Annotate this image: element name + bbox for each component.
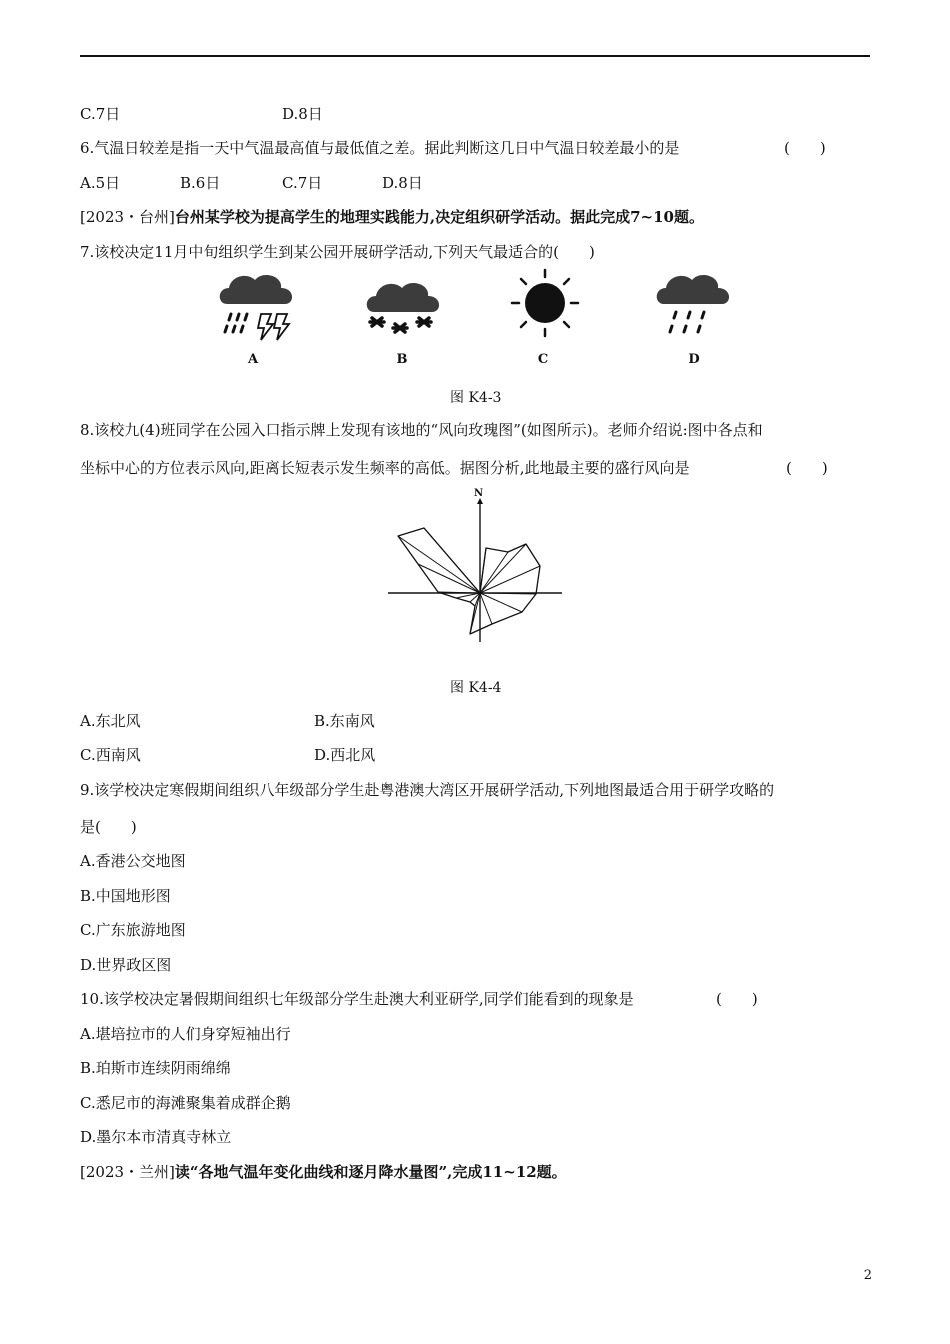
wind-rose-diagram <box>380 484 570 644</box>
thunderstorm-icon <box>215 270 300 345</box>
source-tag: [2023・台州] <box>80 208 175 226</box>
q8-option-d: D.西北风 <box>314 746 376 764</box>
rain-icon <box>652 268 732 343</box>
section-intro-taizhou <box>80 207 704 227</box>
q5-option-c: C.7日 <box>80 105 121 123</box>
source-tag: [2023・兰州] <box>80 1163 175 1181</box>
q10-answer-paren: ( ) <box>716 990 758 1008</box>
q6-answer-paren: ( ) <box>784 139 826 157</box>
q8-stem-line2: 坐标中心的方位表示风向,距离长短表示发生频率的高低。据图分析,此地最主要的盛行风向是 <box>80 459 690 477</box>
section-intro-lanzhou <box>80 1162 567 1182</box>
q10-option-d: D.墨尔本市清真寺林立 <box>80 1128 232 1146</box>
q9-option-a: A.香港公交地图 <box>80 852 186 870</box>
q8-option-a: A.东北风 <box>80 712 141 730</box>
q6-option-d: D.8日 <box>382 174 423 192</box>
q9-stem-line1: 9.该学校决定寒假期间组织八年级部分学生赴粤港澳大湾区开展研学活动,下列地图最适合用于研学攻略的 <box>80 781 775 799</box>
intro-text: 读“各地气温年变化曲线和逐月降水量图”,完成11~12题。 <box>174 1163 567 1181</box>
page-number: 2 <box>863 1268 872 1283</box>
header-rule <box>80 55 870 57</box>
figure-caption-k4-4: 图 K4-4 <box>450 680 502 696</box>
q10-stem: 10.该学校决定暑假期间组织七年级部分学生赴澳大利亚研学,同学们能看到的现象是 <box>80 990 634 1008</box>
q8-answer-paren: ( ) <box>786 459 828 477</box>
q6-stem: 6.气温日较差是指一天中气温最高值与最低值之差。据此判断这几日中气温日较差最小的是 <box>80 139 680 157</box>
q8-stem-line1: 8.该校九(4)班同学在公园入口指示牌上发现有该地的“风向玫瑰图”(如图所示)。老师介绍说:图中各点和 <box>80 421 763 439</box>
weather-option-a-label: A <box>247 352 259 367</box>
q7-stem: 7.该校决定11月中旬组织学生到某公园开展研学活动,下列天气最适合的( ) <box>80 243 595 261</box>
sunny-icon <box>505 268 585 338</box>
q6-option-a: A.5日 <box>80 174 121 192</box>
q9-stem-line2: 是( ) <box>80 818 137 836</box>
q10-option-b: B.珀斯市连续阴雨绵绵 <box>80 1059 231 1077</box>
q9-option-b: B.中国地形图 <box>80 887 171 905</box>
q6-option-c: C.7日 <box>282 174 323 192</box>
q8-option-b: B.东南风 <box>314 712 375 730</box>
q8-option-c: C.西南风 <box>80 746 141 764</box>
q10-option-a: A.堪培拉市的人们身穿短袖出行 <box>80 1025 291 1043</box>
q10-option-c: C.悉尼市的海滩聚集着成群企鹅 <box>80 1094 291 1112</box>
snow-icon <box>362 278 442 343</box>
q9-option-d: D.世界政区图 <box>80 956 172 974</box>
q9-option-c: C.广东旅游地图 <box>80 921 186 939</box>
intro-text: 台州某学校为提高学生的地理实践能力,决定组织研学活动。据此完成7~10题。 <box>174 208 704 226</box>
north-label: N <box>474 488 484 499</box>
q5-option-d: D.8日 <box>282 105 323 123</box>
figure-caption-k4-3: 图 K4-3 <box>450 390 502 406</box>
weather-option-d-label: D <box>688 352 700 367</box>
q6-option-b: B.6日 <box>180 174 221 192</box>
weather-option-b-label: B <box>396 352 408 367</box>
weather-option-c-label: C <box>537 352 549 367</box>
